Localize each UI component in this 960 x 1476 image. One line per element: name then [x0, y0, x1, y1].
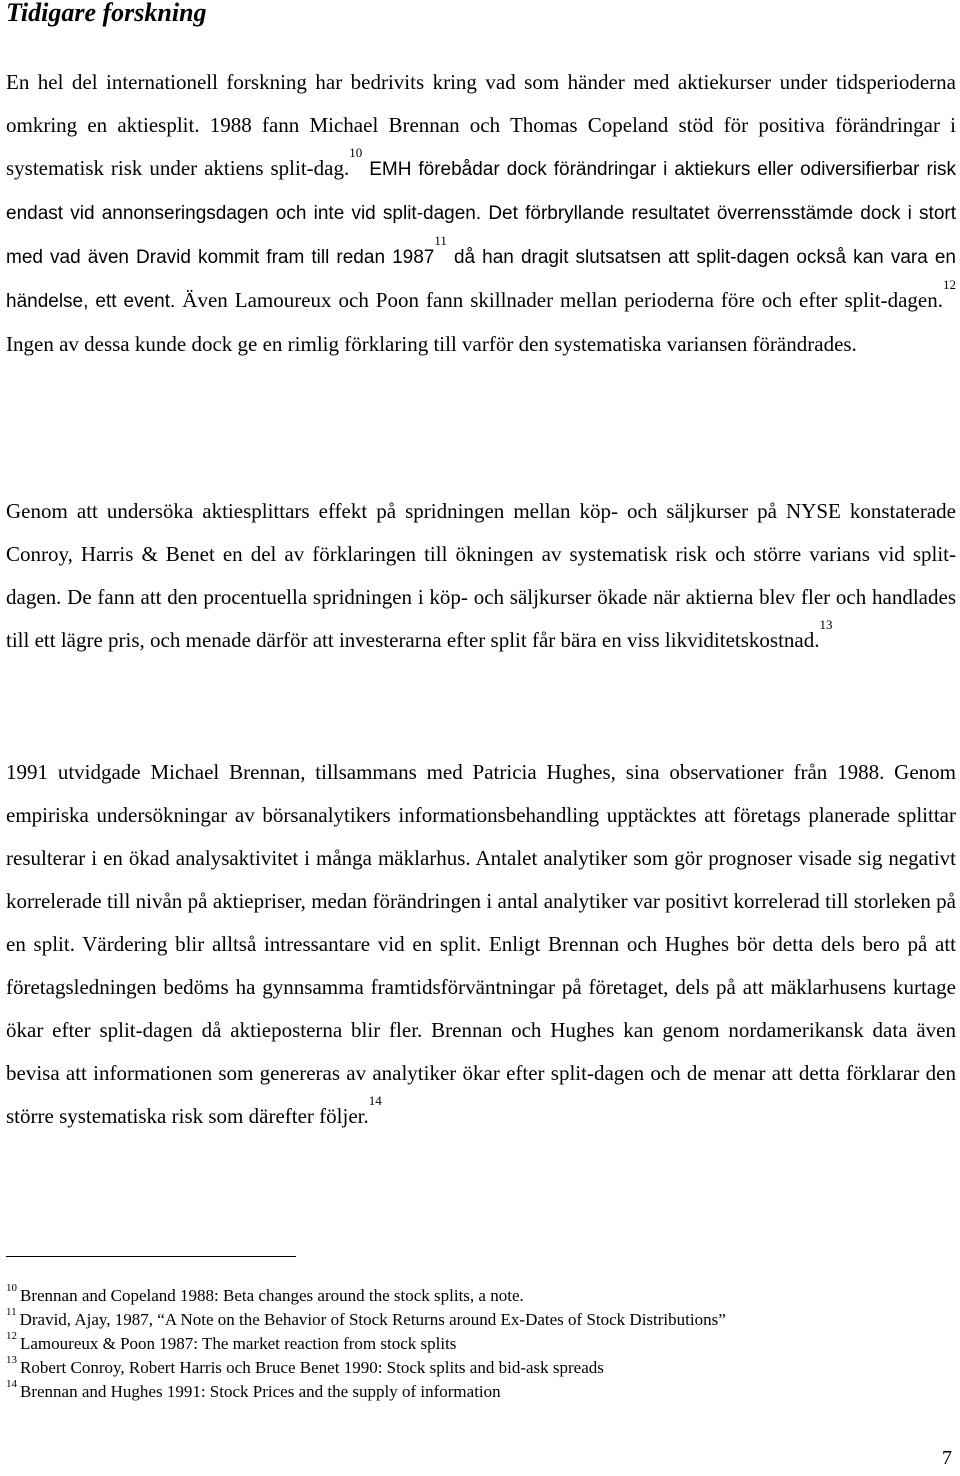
paragraph-1-sentence-3: då han dragit slutsatsen att split-dagen också kan vara en händelse, ett event. — [6, 247, 957, 312]
footnote-item — [6, 1284, 956, 1308]
footnote-number: 14 — [6, 1378, 17, 1390]
footnote-item — [6, 1356, 956, 1380]
paragraph-2 — [6, 490, 956, 662]
paragraph-1-sentence-4: Även Lamoureux och Poon fann skillnader mellan perioderna före och efter split-dagen. — [182, 288, 943, 312]
footnote-item — [6, 1380, 956, 1404]
paragraph-3 — [6, 751, 956, 1138]
page-number: 7 — [942, 1447, 952, 1469]
paragraph-1-sentence-1: En hel del internationell forskning har bedrivits kring vad som händer med aktiekurser under tidsperioderna omkring en aktiesplit. 1988 fann Michael Brennan och Thomas Copeland stöd för positiva förändringar i systematisk risk under aktiens split-dag. — [6, 70, 956, 180]
footnote-number: 12 — [6, 1330, 17, 1342]
footnote-item — [6, 1308, 956, 1332]
footnote-ref-13[interactable]: 13 — [819, 617, 833, 632]
paragraph-3-text: 1991 utvidgade Michael Brennan, tillsammans med Patricia Hughes, sina observationer från 1988. Genom empiriska undersökningar av börsanalytikers informationsbehandling upptäcktes att företags planerade splittar resulterar i en ökad analysaktivitet i många mäklarhus. Antalet analytiker som gör prognoser visade sig negativt korrelerade till nivån på aktiepriser, medan förändringen i antal analytiker var positivt korrelerad till storleken på en split. Värdering blir alltså intressantare vid en split. Enligt Brennan och Hughes bör detta dels bero på att företagsledningen bedöms ha gynnsamma framtidsförväntningar på företaget, dels på att mäklarhusens kurtage ökar efter split-dagen då aktieposterna blir fler. Brennan och Hughes kan genom nordamerikansk data även bevisa att informationen som genereras av analytiker ökar efter split-dagen och de menar att detta förklarar den större systematiska risk som därefter följer. — [6, 760, 956, 1128]
footnote-text: Robert Conroy, Robert Harris och Bruce Benet 1990: Stock splits and bid-ask spreads — [20, 1358, 604, 1377]
footnote-divider — [6, 1256, 296, 1257]
paragraph-1-sentence-2: EMH förebådar dock förändringar i aktiekurs eller odiversifierbar risk endast vid annonseringsdagen och inte vid split-dagen. Det förbryllande resultatet överrensstämde dock i stort med vad även Dravid kommit fram till redan 1987 — [6, 159, 956, 268]
footnote-text: Lamoureux & Poon 1987: The market reaction from stock splits — [20, 1334, 457, 1353]
footnote-ref-11[interactable]: 11 — [434, 233, 447, 248]
paragraph-1 — [6, 61, 956, 366]
footnote-text: Dravid, Ajay, 1987, “A Note on the Behavior of Stock Returns around Ex-Dates of Stock Distributions” — [19, 1310, 726, 1329]
footnote-number: 13 — [6, 1354, 17, 1366]
footnote-ref-10[interactable]: 10 — [349, 145, 363, 160]
footnote-ref-12[interactable]: 12 — [943, 277, 956, 292]
section-heading: Tidigare forskning — [6, 0, 207, 27]
footnotes — [6, 1284, 956, 1404]
paragraph-1-sentence-5: Ingen av dessa kunde dock ge en rimlig förklaring till varför den systematiska variansen förändrades. — [6, 332, 857, 356]
footnote-number: 10 — [6, 1282, 17, 1294]
footnote-number: 11 — [6, 1306, 17, 1318]
footnote-ref-14[interactable]: 14 — [368, 1093, 382, 1108]
footnote-item — [6, 1332, 956, 1356]
footnote-text: Brennan and Copeland 1988: Beta changes around the stock splits, a note. — [20, 1286, 524, 1305]
footnote-text: Brennan and Hughes 1991: Stock Prices and the supply of information — [20, 1382, 501, 1401]
paragraph-2-text: Genom att undersöka aktiesplittars effekt på spridningen mellan köp- och säljkurser på NYSE konstaterade Conroy, Harris & Benet en del av förklaringen till ökningen av systematisk risk och större varians vid split-dagen. De fann att den procentuella spridningen i köp- och säljkurser ökade när aktierna blev fler och handlades till ett lägre pris, och menade därför att investerarna efter split får bära en viss likviditetskostnad. — [6, 499, 956, 652]
